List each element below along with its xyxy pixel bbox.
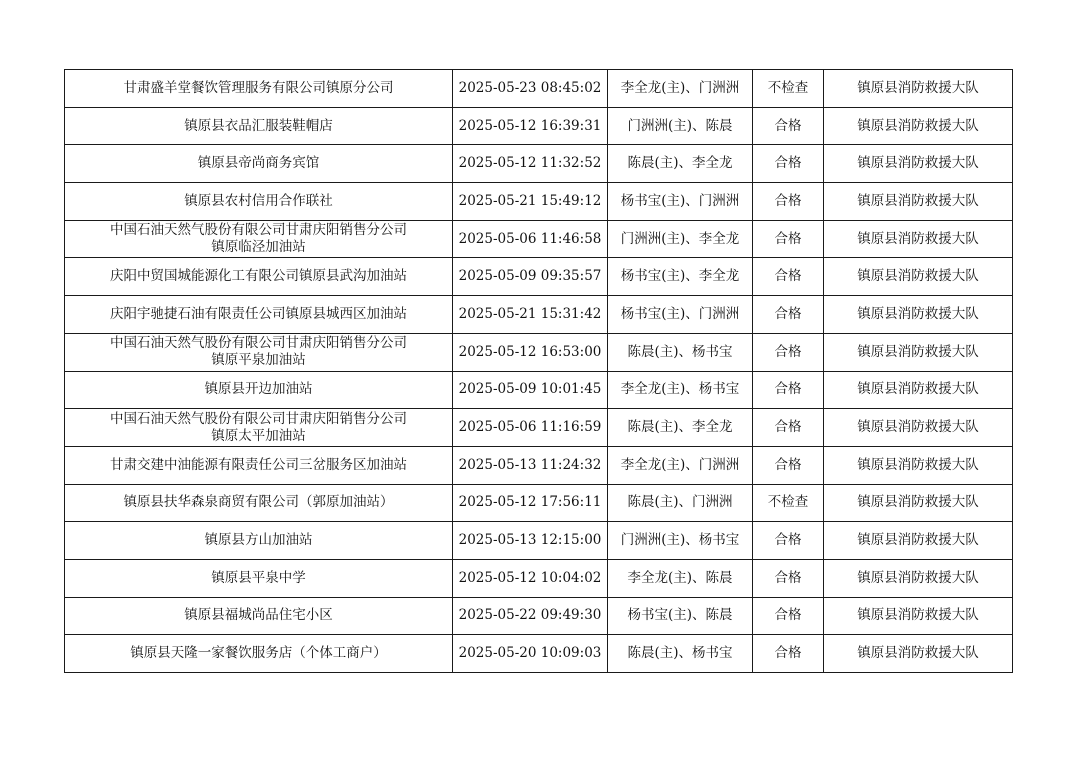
unit-name-line: 镇原临泾加油站 [211, 239, 306, 256]
cell-inspection-time: 2025-05-09 09:35:57 [453, 258, 608, 296]
cell-department: 镇原县消防救援大队 [824, 522, 1013, 560]
cell-unit-name [65, 333, 453, 371]
cell-inspectors: 杨书宝(主)、门洲洲 [608, 296, 753, 334]
cell-result: 合格 [753, 220, 824, 258]
cell-inspectors: 李全龙(主)、门洲洲 [608, 446, 753, 484]
table-body [65, 70, 1013, 673]
cell-inspectors: 李全龙(主)、陈晨 [608, 559, 753, 597]
table-row [65, 484, 1013, 522]
cell-inspectors: 陈晨(主)、李全龙 [608, 409, 753, 447]
cell-unit-name [65, 484, 453, 522]
cell-inspection-time: 2025-05-06 11:16:59 [453, 409, 608, 447]
cell-result: 合格 [753, 296, 824, 334]
cell-result: 合格 [753, 333, 824, 371]
unit-name-line: 镇原平泉加油站 [211, 352, 306, 369]
cell-department: 镇原县消防救援大队 [824, 597, 1013, 635]
cell-unit-name [65, 371, 453, 409]
table-row [65, 107, 1013, 145]
cell-department: 镇原县消防救援大队 [824, 484, 1013, 522]
table-row [65, 446, 1013, 484]
unit-name-line: 镇原县天隆一家餐饮服务店（个体工商户） [130, 645, 387, 662]
unit-name-line: 中国石油天然气股份有限公司甘肃庆阳销售分公司 [110, 222, 407, 239]
unit-name-line: 甘肃盛羊堂餐饮管理服务有限公司镇原分公司 [123, 79, 394, 96]
cell-department: 镇原县消防救援大队 [824, 70, 1013, 108]
unit-name-line: 镇原县农村信用合作联社 [184, 192, 333, 209]
cell-inspection-time: 2025-05-09 10:01:45 [453, 371, 608, 409]
cell-inspection-time: 2025-05-22 09:49:30 [453, 597, 608, 635]
cell-unit-name [65, 635, 453, 673]
unit-name-line: 镇原县方山加油站 [204, 532, 313, 549]
cell-unit-name [65, 446, 453, 484]
cell-department: 镇原县消防救援大队 [824, 409, 1013, 447]
cell-inspectors: 陈晨(主)、杨书宝 [608, 333, 753, 371]
cell-inspectors: 陈晨(主)、李全龙 [608, 145, 753, 183]
cell-result: 合格 [753, 446, 824, 484]
table-row [65, 220, 1013, 258]
table-row [65, 258, 1013, 296]
cell-unit-name [65, 183, 453, 221]
cell-department: 镇原县消防救援大队 [824, 220, 1013, 258]
cell-result: 合格 [753, 635, 824, 673]
cell-unit-name [65, 522, 453, 560]
cell-result: 不检查 [753, 484, 824, 522]
cell-unit-name [65, 145, 453, 183]
cell-result: 合格 [753, 107, 824, 145]
cell-inspection-time: 2025-05-12 11:32:52 [453, 145, 608, 183]
cell-inspection-time: 2025-05-21 15:49:12 [453, 183, 608, 221]
cell-result: 合格 [753, 409, 824, 447]
cell-department: 镇原县消防救援大队 [824, 107, 1013, 145]
cell-inspection-time: 2025-05-12 10:04:02 [453, 559, 608, 597]
table-row [65, 409, 1013, 447]
cell-inspectors: 李全龙(主)、门洲洲 [608, 70, 753, 108]
cell-department: 镇原县消防救援大队 [824, 559, 1013, 597]
unit-name-line: 镇原县帝尚商务宾馆 [197, 155, 320, 172]
cell-inspectors: 杨书宝(主)、李全龙 [608, 258, 753, 296]
cell-result: 合格 [753, 371, 824, 409]
unit-name-line: 甘肃交建中油能源有限责任公司三岔服务区加油站 [110, 456, 407, 473]
cell-result: 合格 [753, 559, 824, 597]
unit-name-line: 庆阳宇驰捷石油有限责任公司镇原县城西区加油站 [110, 305, 407, 322]
cell-inspectors: 杨书宝(主)、陈晨 [608, 597, 753, 635]
cell-inspection-time: 2025-05-06 11:46:58 [453, 220, 608, 258]
cell-result: 不检查 [753, 70, 824, 108]
cell-inspectors: 李全龙(主)、杨书宝 [608, 371, 753, 409]
cell-department: 镇原县消防救援大队 [824, 371, 1013, 409]
cell-unit-name [65, 409, 453, 447]
cell-result: 合格 [753, 258, 824, 296]
unit-name-line: 镇原县衣品汇服装鞋帽店 [184, 117, 333, 134]
cell-result: 合格 [753, 597, 824, 635]
table-row [65, 70, 1013, 108]
cell-result: 合格 [753, 145, 824, 183]
cell-inspectors: 陈晨(主)、杨书宝 [608, 635, 753, 673]
cell-inspection-time: 2025-05-12 16:39:31 [453, 107, 608, 145]
cell-unit-name [65, 597, 453, 635]
cell-inspectors: 门洲洲(主)、陈晨 [608, 107, 753, 145]
table-row [65, 371, 1013, 409]
cell-department: 镇原县消防救援大队 [824, 446, 1013, 484]
cell-result: 合格 [753, 183, 824, 221]
cell-inspectors: 陈晨(主)、门洲洲 [608, 484, 753, 522]
unit-name-line: 镇原县扶华森泉商贸有限公司（郭原加油站） [123, 494, 394, 511]
unit-name-line: 中国石油天然气股份有限公司甘肃庆阳销售分公司 [110, 410, 407, 427]
cell-unit-name [65, 296, 453, 334]
cell-inspection-time: 2025-05-12 17:56:11 [453, 484, 608, 522]
cell-department: 镇原县消防救援大队 [824, 258, 1013, 296]
cell-result: 合格 [753, 522, 824, 560]
cell-inspectors: 门洲洲(主)、杨书宝 [608, 522, 753, 560]
cell-inspection-time: 2025-05-23 08:45:02 [453, 70, 608, 108]
table-row [65, 333, 1013, 371]
table-row [65, 296, 1013, 334]
cell-department: 镇原县消防救援大队 [824, 145, 1013, 183]
inspection-table [64, 69, 1013, 673]
cell-department: 镇原县消防救援大队 [824, 333, 1013, 371]
table-row [65, 145, 1013, 183]
unit-name-line: 镇原太平加油站 [211, 427, 306, 444]
cell-inspectors: 门洲洲(主)、李全龙 [608, 220, 753, 258]
table-row [65, 559, 1013, 597]
cell-inspection-time: 2025-05-12 16:53:00 [453, 333, 608, 371]
unit-name-line: 镇原县平泉中学 [211, 569, 306, 586]
cell-unit-name [65, 559, 453, 597]
unit-name-line: 镇原县开边加油站 [204, 381, 313, 398]
cell-inspection-time: 2025-05-13 12:15:00 [453, 522, 608, 560]
cell-department: 镇原县消防救援大队 [824, 296, 1013, 334]
cell-unit-name [65, 258, 453, 296]
table-row [65, 522, 1013, 560]
table-row [65, 183, 1013, 221]
cell-inspectors: 杨书宝(主)、门洲洲 [608, 183, 753, 221]
cell-department: 镇原县消防救援大队 [824, 635, 1013, 673]
cell-unit-name [65, 107, 453, 145]
unit-name-line: 庆阳中贸国城能源化工有限公司镇原县武沟加油站 [110, 268, 407, 285]
cell-inspection-time: 2025-05-21 15:31:42 [453, 296, 608, 334]
unit-name-line: 中国石油天然气股份有限公司甘肃庆阳销售分公司 [110, 335, 407, 352]
cell-inspection-time: 2025-05-13 11:24:32 [453, 446, 608, 484]
unit-name-line: 镇原县福城尚品住宅小区 [184, 607, 333, 624]
cell-department: 镇原县消防救援大队 [824, 183, 1013, 221]
cell-unit-name [65, 220, 453, 258]
cell-unit-name [65, 70, 453, 108]
table-row [65, 635, 1013, 673]
cell-inspection-time: 2025-05-20 10:09:03 [453, 635, 608, 673]
table-row [65, 597, 1013, 635]
